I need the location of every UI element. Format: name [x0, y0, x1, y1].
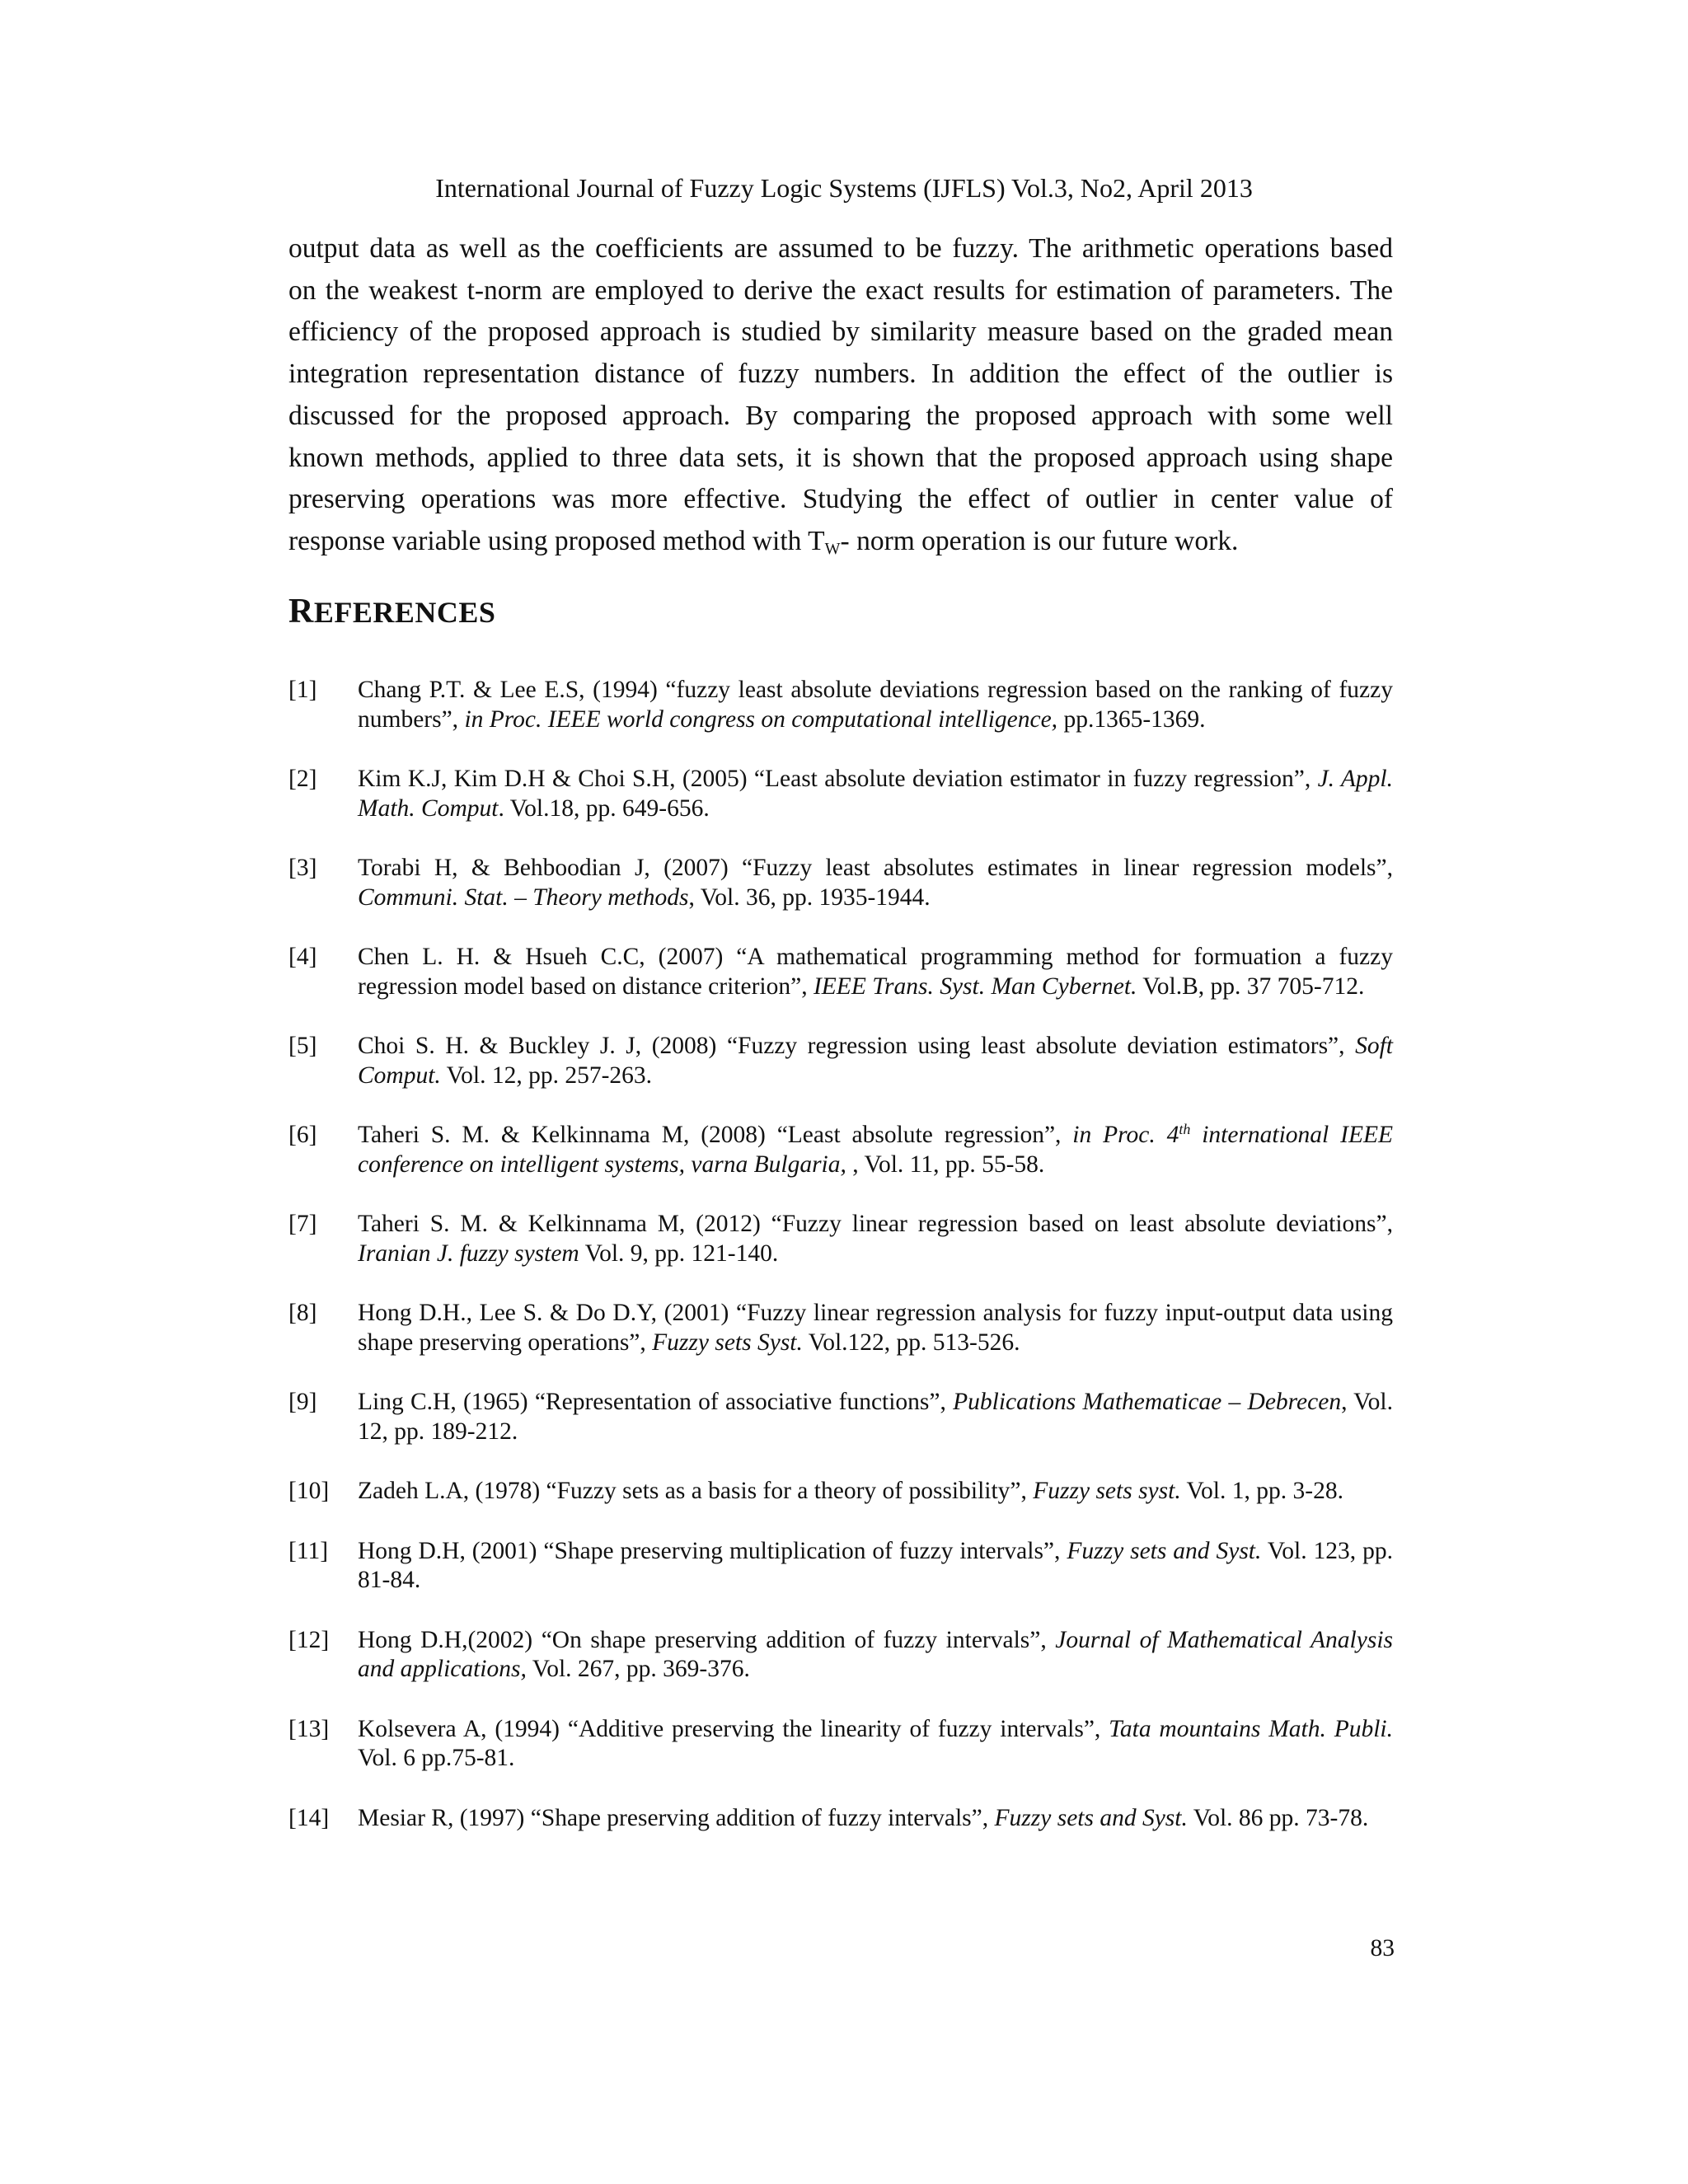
- reference-number: [11]: [288, 1537, 329, 1564]
- reference-item: [288, 1032, 1393, 1090]
- reference-source: Iranian J. fuzzy system: [358, 1240, 579, 1267]
- reference-text: Taheri S. M. & Kelkinnama M, (2012) “Fuzzy linear regression based on least absolute deviations”,: [358, 1211, 1393, 1237]
- reference-source: Soft Comput.: [358, 1033, 1393, 1089]
- reference-number: [13]: [288, 1715, 330, 1742]
- reference-details: Vol.B, pp. 37 705-712.: [1137, 972, 1365, 1000]
- reference-details: , Vol. 12, pp. 189-212.: [358, 1389, 1393, 1445]
- paragraph-last-line: [288, 521, 1393, 563]
- reference-details: Vol. 123, pp. 81-84.: [358, 1537, 1393, 1593]
- reference-text: Torabi H, & Behboodian J, (2007) “Fuzzy least absolutes estimates in linear regression models”,: [358, 855, 1393, 881]
- reference-text: Kim K.J, Kim D.H & Choi S.H, (2005) “Least absolute deviation estimator in fuzzy regression”,: [358, 766, 1318, 792]
- reference-source: Fuzzy sets and Syst.: [1067, 1537, 1262, 1564]
- reference-source: Fuzzy sets and Syst.: [994, 1804, 1188, 1831]
- reference-text: Choi S. H. & Buckley J. J, (2008) “Fuzzy regression using least absolute deviation estimators”,: [358, 1033, 1356, 1059]
- reference-item: [288, 1121, 1393, 1179]
- reference-number: [3]: [288, 855, 317, 881]
- reference-number: [8]: [288, 1300, 317, 1326]
- reference-text: Zadeh L.A, (1978) “Fuzzy sets as a basis for a theory of possibility”,: [358, 1478, 1034, 1504]
- last-line-text-end: - norm operation is our future work.: [840, 525, 1239, 556]
- reference-text: Mesiar R, (1997) “Shape preserving addition of fuzzy intervals”,: [358, 1804, 995, 1831]
- reference-source: Fuzzy sets Syst.: [652, 1329, 803, 1356]
- paragraph-line: output data as well as the coefficients are assumed to be fuzzy. The arithmetic operations based: [288, 233, 1393, 264]
- reference-number: [6]: [288, 1122, 317, 1148]
- reference-source: Publications Mathematicae – Debrecen: [953, 1389, 1342, 1415]
- reference-text: Hong D.H,(2002) “On shape preserving addition of fuzzy intervals”,: [358, 1626, 1056, 1653]
- reference-details: Vol. 12, pp. 257-263.: [440, 1062, 653, 1089]
- reference-number: [4]: [288, 944, 317, 970]
- reference-number: [1]: [288, 677, 317, 703]
- reference-source: J. Appl. Math. Comput: [358, 766, 1394, 822]
- heading-rest: EFERENCES: [313, 596, 496, 629]
- reference-source: in Proc. 4: [1072, 1122, 1179, 1148]
- reference-item: [288, 1715, 1393, 1774]
- paragraph-line: integration representation distance of fuzzy numbers. In addition the effect of the outlier is: [288, 359, 1393, 390]
- reference-list: [288, 676, 1393, 1863]
- last-line-text: response variable using proposed method with T: [288, 525, 825, 556]
- paragraph-line: discussed for the proposed approach. By comparing the proposed approach with some well: [288, 400, 1393, 431]
- reference-number: [12]: [288, 1626, 330, 1653]
- reference-item: [288, 1804, 1393, 1834]
- reference-source: Journal of Mathematical Analysis and applications,: [358, 1626, 1393, 1682]
- reference-item: [288, 854, 1393, 912]
- heading-initial: R: [288, 593, 314, 630]
- ordinal-superscript: th: [1179, 1121, 1191, 1137]
- page-number: 83: [1370, 1935, 1395, 1961]
- reference-text: Hong D.H, (2001) “Shape preserving multiplication of fuzzy intervals”,: [358, 1537, 1067, 1564]
- reference-text: Chen L. H. & Hsueh C.C, (2007) “A mathematical programming method for formuation a fuzzy regression model based on distance criterion”,: [358, 944, 1393, 1000]
- reference-details: pp.1365-1369.: [1057, 705, 1206, 733]
- norm-subscript: W: [824, 539, 841, 558]
- reference-number: [5]: [288, 1033, 317, 1059]
- reference-details: Vol. 267, pp. 369-376.: [526, 1656, 750, 1682]
- conclusion-paragraph: [288, 228, 1393, 563]
- reference-source: Communi. Stat. – Theory methods: [358, 883, 689, 911]
- running-header: International Journal of Fuzzy Logic Systems (IJFLS) Vol.3, No2, April 2013: [435, 173, 1253, 203]
- reference-item: [288, 765, 1393, 823]
- reference-item: [288, 1537, 1393, 1596]
- reference-text: Chang P.T. & Lee E.S, (1994) “fuzzy least absolute deviations regression based on the ranking of fuzzy numbers”,: [358, 677, 1393, 733]
- reference-text: Ling C.H, (1965) “Representation of associative functions”,: [358, 1389, 954, 1415]
- reference-text: Taheri S. M. & Kelkinnama M, (2008) “Least absolute regression”,: [358, 1122, 1073, 1148]
- reference-number: [14]: [288, 1804, 330, 1831]
- reference-details: Vol. 86 pp. 73-78.: [1187, 1804, 1369, 1831]
- reference-details: Vol. 6 pp.75-81.: [358, 1745, 515, 1771]
- reference-details: Vol.122, pp. 513-526.: [802, 1329, 1020, 1356]
- reference-number: [7]: [288, 1211, 317, 1237]
- reference-text: Hong D.H., Lee S. & Do D.Y, (2001) “Fuzzy linear regression analysis for fuzzy input-output data using shape preserving operations”,: [358, 1300, 1393, 1356]
- reference-number: [2]: [288, 766, 317, 792]
- reference-source: Fuzzy sets syst.: [1033, 1478, 1181, 1504]
- reference-details: , Vol. 36, pp. 1935-1944.: [688, 883, 931, 911]
- reference-text: Kolsevera A, (1994) “Additive preserving the linearity of fuzzy intervals”,: [358, 1715, 1109, 1742]
- reference-item: [288, 1210, 1393, 1268]
- paragraph-line: known methods, applied to three data sets, it is shown that the proposed approach using shape: [288, 442, 1393, 473]
- reference-item: [288, 1477, 1393, 1507]
- reference-item: [288, 1299, 1393, 1357]
- paragraph-line: efficiency of the proposed approach is studied by similarity measure based on the graded mean: [288, 316, 1393, 348]
- reference-item: [288, 943, 1393, 1001]
- reference-details: Vol. 1, pp. 3-28.: [1180, 1478, 1343, 1504]
- reference-item: [288, 1626, 1393, 1685]
- reference-item: [288, 676, 1393, 734]
- reference-details: Vol. 9, pp. 121-140.: [579, 1240, 779, 1267]
- reference-details: , Vol. 11, pp. 55-58.: [846, 1151, 1045, 1178]
- reference-number: [10]: [288, 1478, 330, 1504]
- reference-source: IEEE Trans. Syst. Man Cybernet.: [813, 972, 1137, 1000]
- reference-item: [288, 1388, 1393, 1446]
- references-heading: [288, 593, 495, 630]
- reference-source-cont: international IEEE conference on intelligent systems, varna Bulgaria,: [358, 1122, 1394, 1178]
- paragraph-line: on the weakest t-norm are employed to derive the exact results for estimation of parameters. The: [288, 274, 1393, 306]
- paragraph-line: preserving operations was more effective. Studying the effect of outlier in center value of: [288, 484, 1393, 515]
- reference-number: [9]: [288, 1389, 317, 1415]
- reference-details: . Vol.18, pp. 649-656.: [498, 794, 710, 822]
- reference-source: in Proc. IEEE world congress on computational intelligence,: [464, 705, 1058, 733]
- reference-source: Tata mountains Math. Publi.: [1109, 1715, 1393, 1742]
